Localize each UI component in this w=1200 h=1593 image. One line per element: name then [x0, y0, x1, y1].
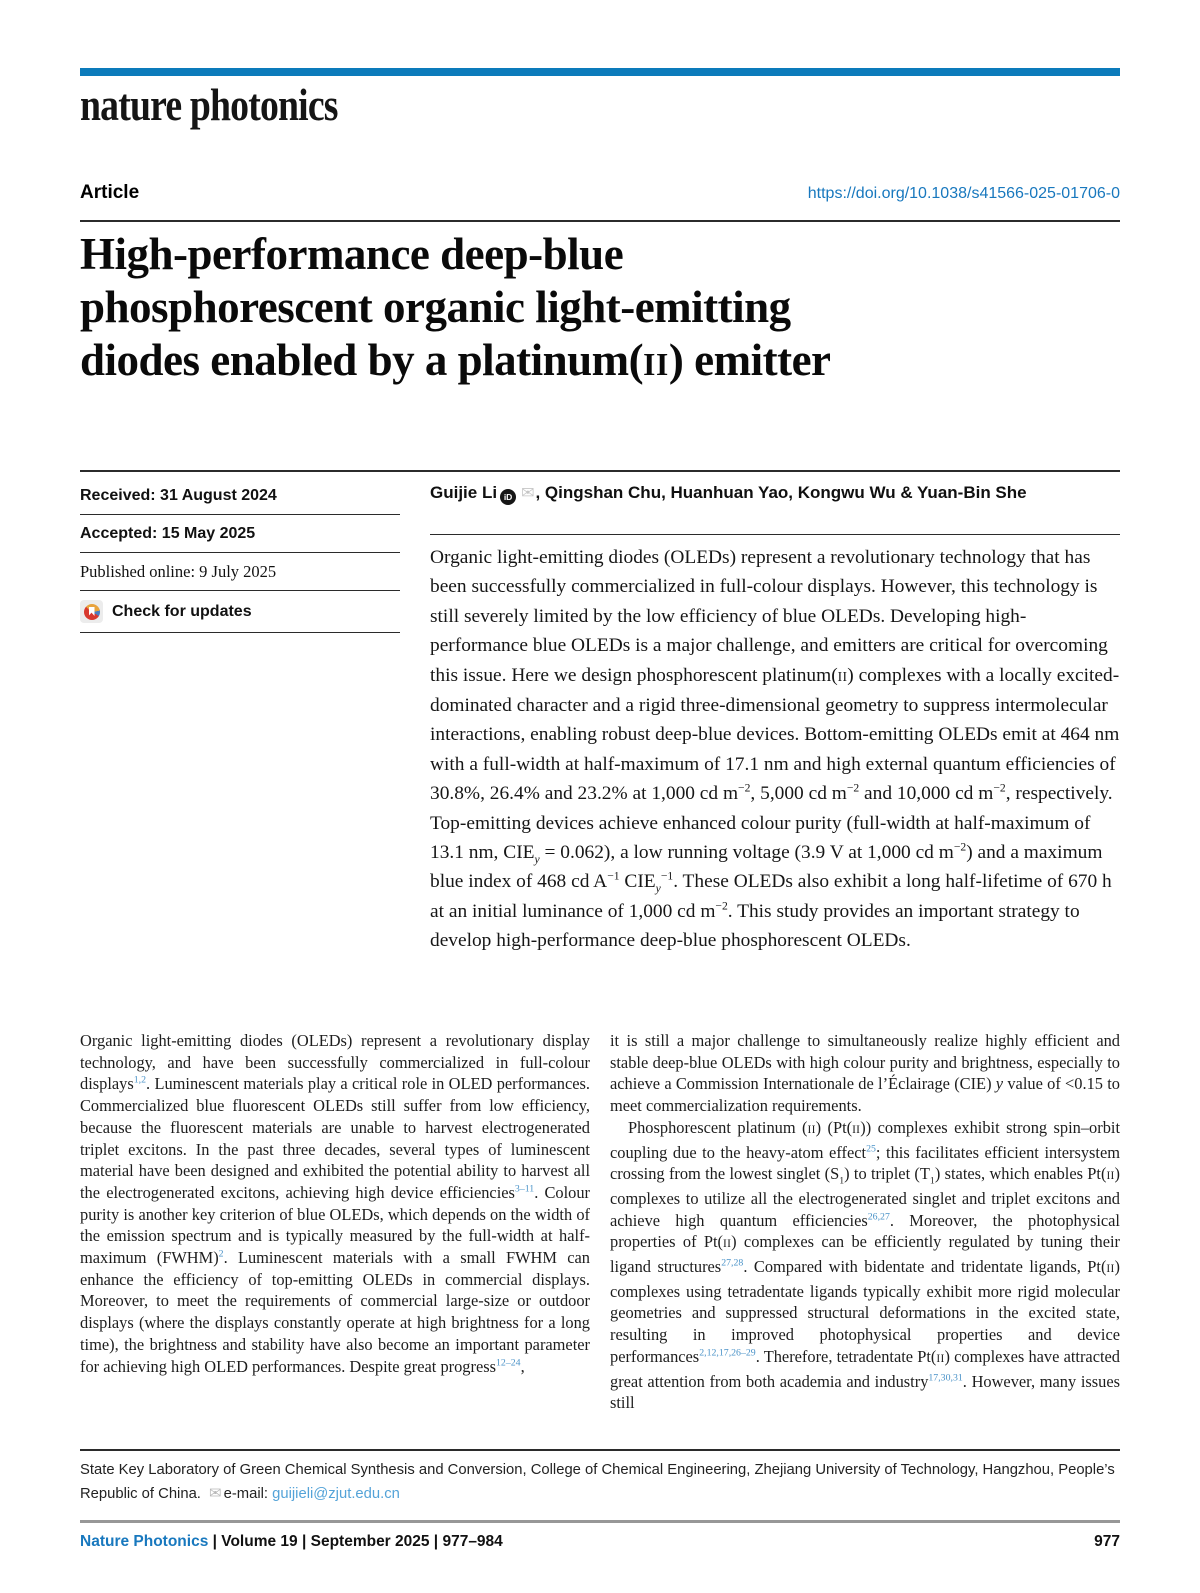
- body-paragraph: it is still a major challenge to simultaneously realize highly efficient and stable deep-blue OLEDs with high colour purity and brightness, especially to achieve a Commission Internationale de l’Éclairage (CIE) y value of <0.15 to meet commercialization requirements.: [610, 1031, 1120, 1116]
- abstract-text: Organic light-emitting diodes (OLEDs) represent a revolutionary technology that has been successfully commercialized in full-colour displays. However, this technology is still severely limited by the low efficiency of blue OLEDs. Developing high-performance blue OLEDs is a major challenge, and emitters are critical for overcoming this issue. Here we design phosphorescent platinum(II) complexes with a locally excited-dominated character and a rigid three-dimensional geometry to suppress intermolecular interactions, enabling robust deep-blue devices. Bottom-emitting OLEDs emit at 464 nm with a full-width at half-maximum of 17.1 nm and high external quantum efficiencies of 30.8%, 26.4% and 23.2% at 1,000 cd $m^{-2}$, 5,000 cd $m^{-2}$ and 10,000 cd $m^{-2}$, respectively. Top-emitting devices achieve enhanced colour purity (full-width at half-maximum of 13.1 nm, $CIE_y = 0.062$), a low running voltage (3.9 V at 1,000 cd $m^{-2}$) and a maximum blue index of 468 cd $A^{-1}$ $CIE_y^{-1}$. These OLEDs also exhibit a long half-lifetime of 670 h at an initial luminance of 1,000 cd $m^{-2}$. This study provides an important strategy to develop high-performance deep-blue phosphorescent OLEDs.: [430, 547, 1120, 952]
- reference-link[interactable]: 3–11: [514, 1183, 535, 1195]
- authors-divider: [430, 534, 1120, 535]
- footnote-divider: [80, 1449, 1120, 1451]
- coauthor-names: , Qingshan Chu, Huanhuan Yao, Kongwu Wu & Yuan-Bin She: [535, 483, 1027, 502]
- accepted-date: Accepted: 15 May 2025: [80, 515, 400, 553]
- received-date: Received: 31 August 2024: [80, 477, 400, 515]
- article-type-label: Article: [80, 182, 140, 203]
- email-icon[interactable]: ✉: [521, 485, 535, 502]
- reference-link[interactable]: 12–24: [496, 1357, 521, 1369]
- volume-issue-pages: | Volume 19 | September 2025 | 977–984: [208, 1533, 503, 1550]
- body-column-left: [80, 1030, 590, 1414]
- info-band: [80, 470, 1120, 956]
- reference-link[interactable]: 2: [218, 1248, 224, 1260]
- reference-link[interactable]: 25: [866, 1143, 876, 1155]
- orcid-icon[interactable]: iD: [500, 489, 516, 505]
- reference-link[interactable]: 2,12,17,26–29: [699, 1347, 756, 1359]
- reference-link[interactable]: 27,28: [721, 1257, 744, 1269]
- author-list: [430, 483, 1120, 505]
- journal-citation: [80, 1533, 503, 1551]
- title-line: diodes enabled by a platinum(II) emitter: [80, 335, 831, 385]
- brand-bar: [80, 68, 1120, 76]
- corresponding-author-name: Guijie Li: [430, 483, 498, 502]
- article-title: [80, 228, 1130, 391]
- body-paragraph: Phosphorescent platinum (II) (Pt(II)) complexes exhibit strong spin–orbit coupling due to the heavy-atom effect$^{25}$; this facilitates efficient intersystem crossing from the lowest singlet $(S_1)$ to triplet $(T_1)$ states, which enables Pt(II) complexes to utilize all the electrogenerated singlet and triplet excitons and achieve high quantum efficiencies$^{26,27}$. Moreover, the photophysical properties of Pt(II) complexes can be efficiently regulated by tuning their ligand structures$^{27,28}$. Compared with bidentate and tridentate ligands, Pt(II) complexes using tetradentate ligands typically exhibit more rigid molecular geometries and suppressed structural deformations in the excited state, resulting in improved photophysical properties and device performances$^{2,12,17,26-29}$. Therefore, tetradentate Pt(II) complexes have attracted great attention from both academia and industry$^{17,30,31}$. However, many issues still: [610, 1117, 1121, 1413]
- dates-sidebar: [80, 472, 400, 956]
- title-line: phosphorescent organic light-emitting: [80, 282, 791, 332]
- authors-abstract-column: [430, 472, 1120, 956]
- header-divider: [80, 220, 1120, 222]
- title-line: High-performance deep-blue: [80, 229, 624, 279]
- affiliation-text: State Key Laboratory of Green Chemical Synthesis and Conversion, College of Chemical Engineering, Zhejiang University of Technology, Hangzhou, People’s Republic of China.: [80, 1462, 1115, 1502]
- affiliation-footnote: [80, 1459, 1120, 1506]
- footer-journal-line: [80, 1533, 1120, 1551]
- reference-link[interactable]: 26,27: [867, 1211, 890, 1223]
- journal-logo: nature photonics: [80, 79, 338, 130]
- check-for-updates-label: Check for updates: [112, 603, 252, 620]
- page-number: 977: [1094, 1533, 1120, 1550]
- email-label: e-mail:: [223, 1486, 273, 1502]
- body-paragraph: Organic light-emitting diodes (OLEDs) represent a revolutionary display technology, and have been successfully commercialized in full-colour displays$^{1,2}$. Luminescent materials play a critical role in OLED performances. Commercialized blue fluorescent OLEDs still suffer from low efficiency, because the fluorescent materials are unable to harvest electrogenerated triplet excitons. In the past three decades, several types of luminescent material have been designed and exhibited the potential ability to harvest all the electrogenerated excitons, achieving high device efficiencies$^{3-11}$. Colour purity is another key criterion of blue OLEDs, which depends on the width of the emission spectrum and is typically measured by the full-width at half-maximum (FWHM)$^2$. Luminescent materials with a small FWHM can enhance the efficiency of top-emitting OLEDs in commercial displays. Moreover, to meet the requirements of commercial large-size or outdoor displays (where the displays constantly operate at high brightness for a long time), the brightness and stability have also become an important parameter for achieving high OLED performances. Despite great progress$^{12-24}$,: [80, 1031, 591, 1376]
- footer-divider: [80, 1520, 1120, 1523]
- body-column-right: [610, 1030, 1120, 1414]
- crossmark-icon: [80, 600, 103, 623]
- article-header-row: [80, 182, 1120, 204]
- journal-name-link[interactable]: Nature Photonics: [80, 1533, 209, 1550]
- doi-link[interactable]: https://doi.org/10.1038/s41566-025-01706-0: [807, 185, 1120, 202]
- email-icon: ✉: [209, 1485, 222, 1502]
- check-for-updates-button[interactable]: [80, 591, 400, 633]
- reference-link[interactable]: 1,2: [133, 1074, 147, 1086]
- published-date: Published online: 9 July 2025: [80, 553, 400, 591]
- email-link[interactable]: guijieli@zjut.edu.cn: [272, 1486, 400, 1502]
- reference-link[interactable]: 17,30,31: [928, 1372, 963, 1384]
- article-body: [80, 1030, 1120, 1414]
